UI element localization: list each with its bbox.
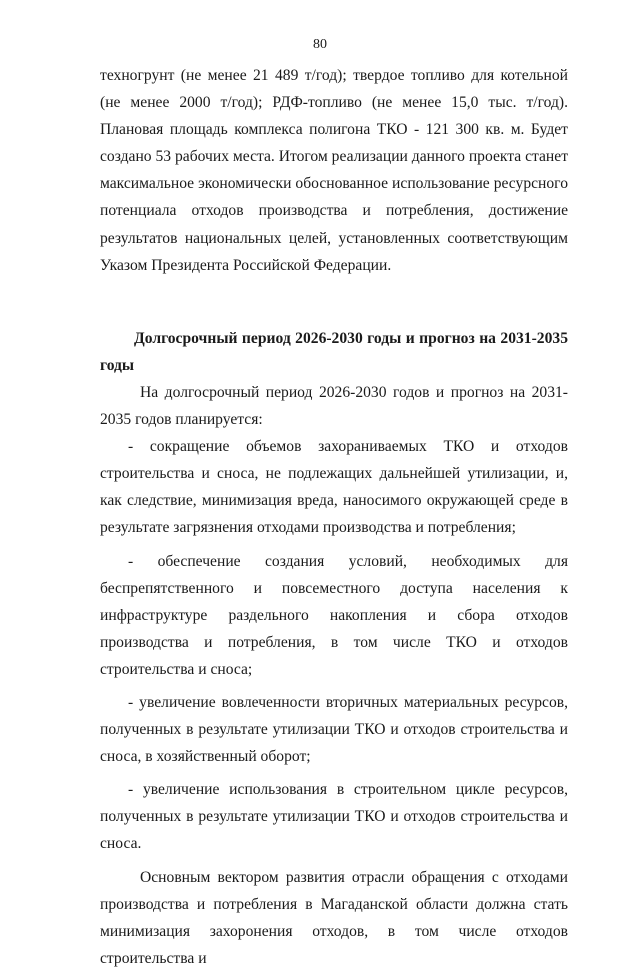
paragraph-lead: На долгосрочный период 2026-2030 годов и прогноз на 2031- 2035 годов планируется: — [100, 383, 568, 429]
page-number: 80 — [313, 37, 327, 52]
section-gap — [100, 302, 568, 325]
document-body — [100, 62, 568, 972]
bullet-item-3: - увеличение вовлеченности вторичных материальных ресурсов, полученных в результате утилизации ТКО и отходов строительства и сноса, в хозяйственный оборот; — [100, 693, 568, 766]
paragraph-intro: техногрунт (не менее 21 489 т/год); твердое топливо для котельной (не менее 2000 т/год); РДФ-топливо (не менее 15,0 тыс. т/год). Плановая площадь комплекса полигона ТКО - 121 300 кв. м. Будет создано 53 рабочих места. Итогом реализации данного проекта станет максимальное экономически обоснованное использование ресурсного потенциала отходов производства и потребления, достижение результатов национальных целей, установленных соответствующим Указом Президента Российской Федерации. — [100, 67, 569, 274]
paragraph-conclusion: Основным вектором развития отрасли обращения с отходами производства и потребления в Магаданской области должна стать минимизация захоронения отходов, в том числе отходов строительства и — [100, 868, 568, 967]
bullet-item-4: - увеличение использования в строительном цикле ресурсов, полученных в результате утилизации ТКО и отходов строительства и сноса. — [100, 781, 568, 853]
bullet-item-1: - сокращение объемов захораниваемых ТКО и отходов строительства и сноса, не подлежащих дальнейшей утилизации, и, как следствие, минимизация вреда, наносимого окружающей среде в результате загрязнения отходами производства и потребления; — [100, 438, 568, 537]
section-heading: Долгосрочный период 2026-2030 годы и прогноз на 2031-2035 годы — [100, 329, 568, 374]
section-gap — [100, 279, 568, 302]
bullet-item-2: - обеспечение создания условий, необходимых для беспрепятственного и повсеместного доступа населения к инфраструктуре раздельного накопления и сбора отходов производства и потребления, в том числе ТКО и отходов строительства и сноса; — [100, 552, 568, 678]
